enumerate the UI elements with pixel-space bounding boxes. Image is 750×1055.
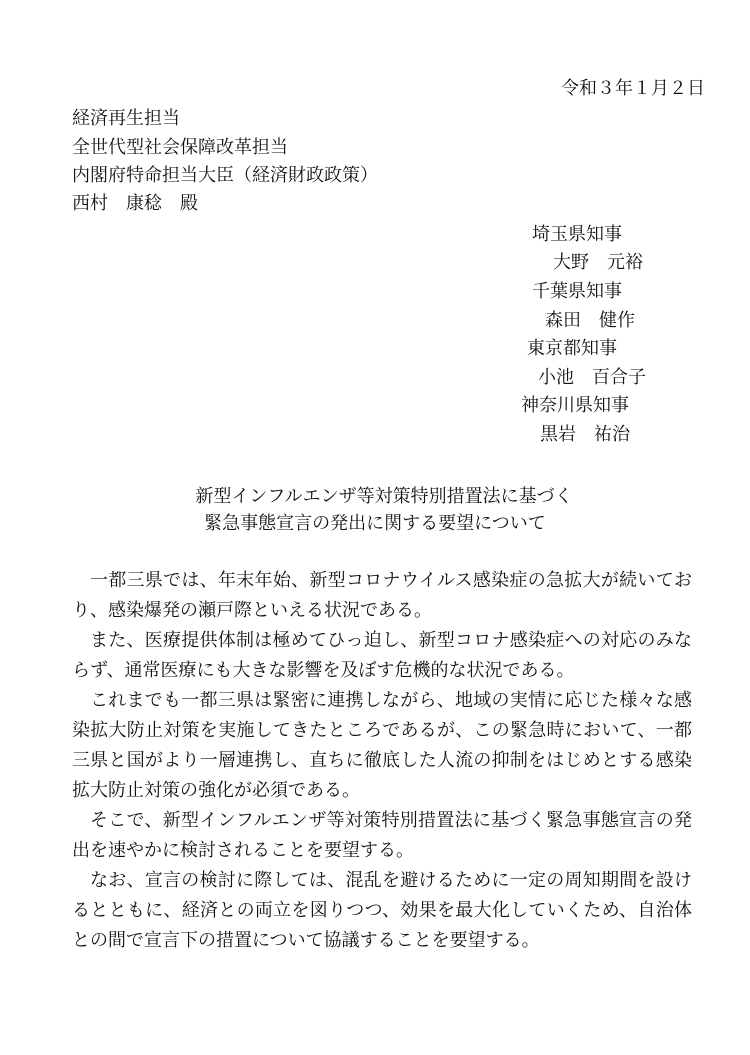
- sender-name: 大野 元裕: [553, 252, 643, 273]
- sender-name: 森田 健作: [545, 310, 635, 331]
- body-paragraph: なお、宣言の検討に際しては、混乱を避けるために一定の周知期間を設けるとともに、経済との両立を図りつつ、効果を最大化していくため、自治体との間で宣言下の措置について協議することを要望する。: [72, 870, 692, 951]
- sender-name: 黒岩 祐治: [540, 424, 630, 445]
- body-paragraph: これまでも一都三県は緊密に連携しながら、地域の実情に応じた様々な感染拡大防止対策を実施してきたところであるが、この緊急時において、一都三県と国がより一層連携し、直ちに徹底した人流の抑制をはじめとする感染拡大防止対策の強化が必須である。: [72, 690, 692, 801]
- sender-title: 神奈川県知事: [521, 395, 629, 416]
- subject-line-2: 緊急事態宣言の発出に関する要望について: [204, 513, 546, 534]
- addressee-line: 内閣府特命担当大臣（経済財政政策）: [72, 165, 378, 186]
- document-date: 令和３年１月２日: [561, 78, 705, 99]
- body-paragraph: そこで、新型インフルエンザ等対策特別措置法に基づく緊急事態宣言の発出を速やかに検討されることを要望する。: [72, 810, 692, 861]
- subject-line-1: 新型インフルエンザ等対策特別措置法に基づく: [195, 486, 573, 507]
- addressee-line: 経済再生担当: [72, 108, 180, 129]
- addressee-name: 西村 康稔 殿: [72, 193, 198, 214]
- body-paragraph: また、医療提供体制は極めてひっ迫し、新型コロナ感染症への対応のみならず、通常医療にも大きな影響を及ぼす危機的な状況である。: [72, 630, 692, 681]
- sender-name: 小池 百合子: [538, 367, 646, 388]
- sender-title: 千葉県知事: [532, 281, 622, 302]
- body-paragraph: 一都三県では、年末年始、新型コロナウイルス感染症の急拡大が続いており、感染爆発の瀬戸際といえる状況である。: [72, 570, 692, 621]
- sender-title: 埼玉県知事: [532, 224, 622, 245]
- sender-title: 東京都知事: [527, 338, 617, 359]
- addressee-line: 全世代型社会保障改革担当: [72, 137, 288, 158]
